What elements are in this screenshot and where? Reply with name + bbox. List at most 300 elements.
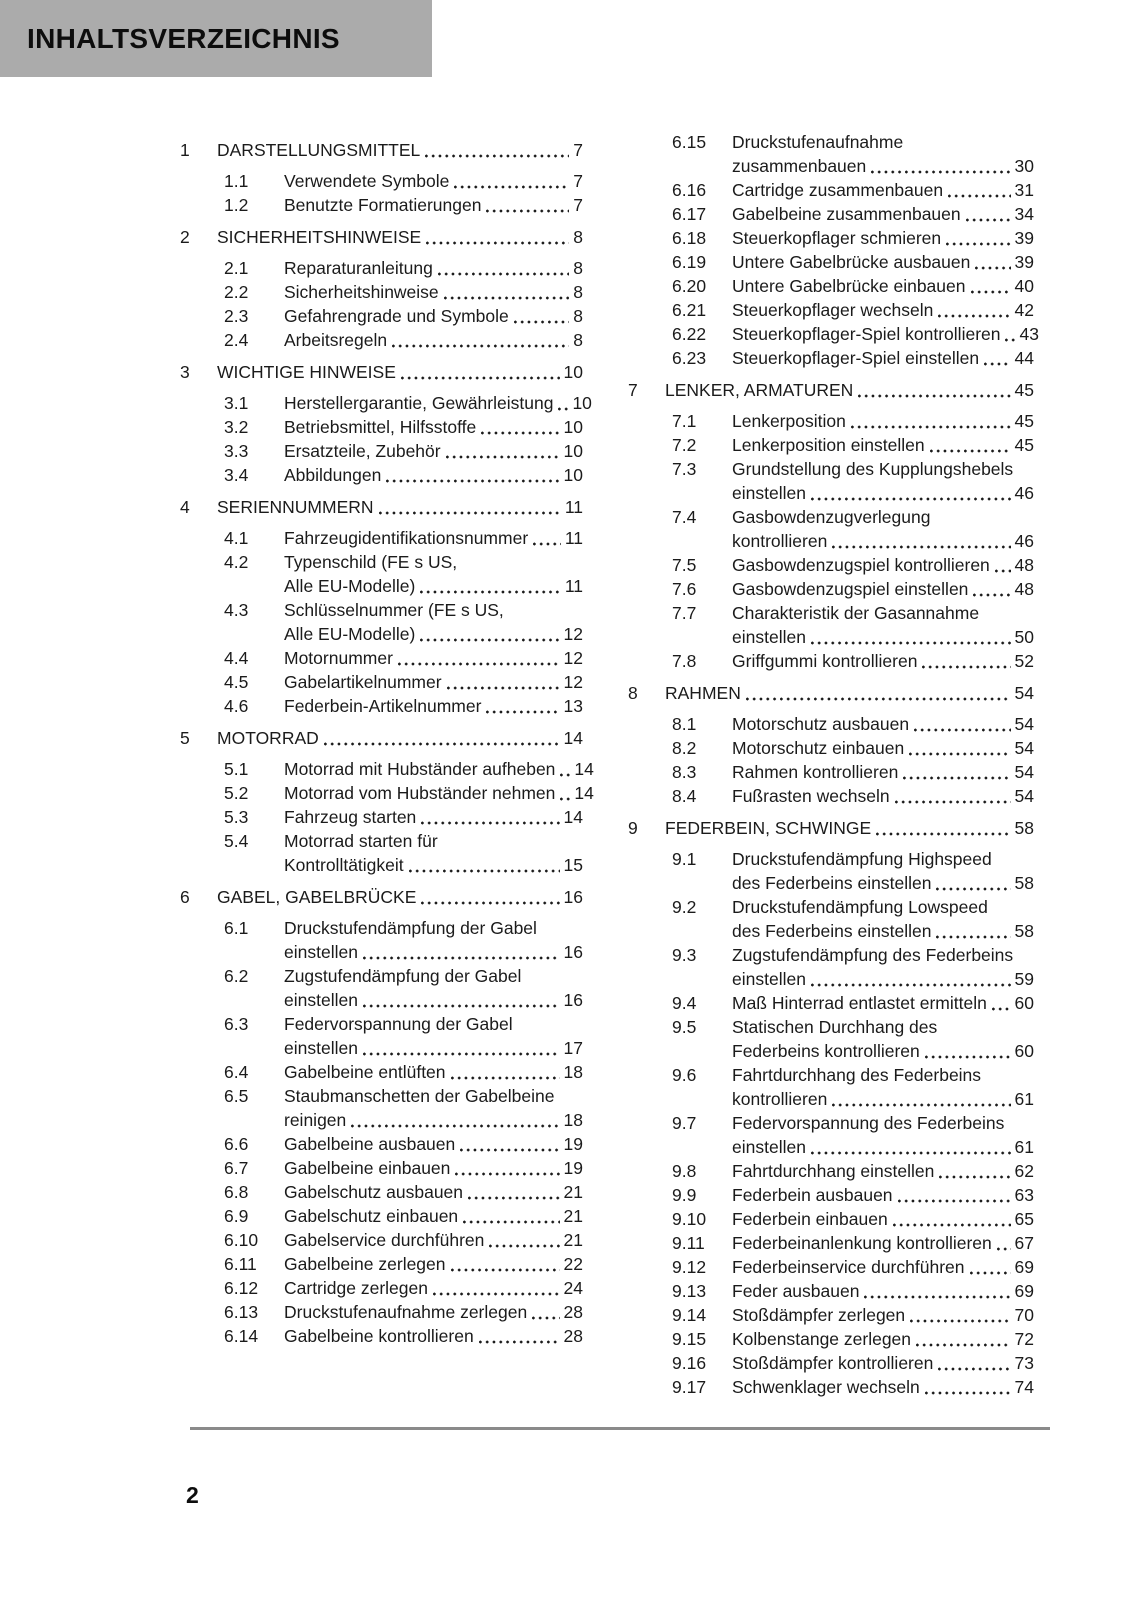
toc-entry-number: 4.6 — [224, 696, 249, 716]
toc-entry-title: Stoßdämpfer zerlegen — [732, 1305, 906, 1325]
toc-entry-number: 2.2 — [224, 282, 249, 302]
toc-entry-title: Gabelbeine zerlegen — [284, 1254, 446, 1274]
toc-entry-page: 67 — [1014, 1233, 1034, 1253]
dot-leader-icon — [925, 1391, 1011, 1395]
toc-entry[interactable] — [180, 781, 594, 805]
toc-entry-title: Schlüsselnummer (FE s US, — [284, 600, 504, 620]
toc-entry-number: 6.15 — [672, 132, 707, 152]
toc-column-right — [628, 130, 1039, 1399]
toc-entry[interactable] — [628, 601, 1034, 649]
toc-entry-number: 9.9 — [672, 1185, 697, 1205]
toc-entry[interactable] — [180, 1060, 583, 1084]
footer-page-number: 2 — [186, 1482, 199, 1508]
toc-entry[interactable] — [628, 712, 1034, 736]
toc-entry-number: 6.3 — [224, 1014, 249, 1034]
toc-entry-page: 58 — [1014, 921, 1034, 941]
toc-entry-page: 44 — [1014, 348, 1034, 368]
dot-leader-icon — [433, 1292, 560, 1296]
toc-entry-number: 6.4 — [224, 1062, 249, 1082]
toc-entry-number: 6.9 — [224, 1206, 249, 1226]
toc-entry-title: Federbeinservice durchführen — [732, 1257, 965, 1277]
toc-entry-page: 43 — [1019, 324, 1039, 344]
toc-entry-page: 7 — [573, 195, 583, 215]
dot-leader-icon — [864, 1295, 1010, 1299]
dot-leader-icon — [970, 1271, 1011, 1275]
toc-entry[interactable] — [180, 1324, 583, 1348]
toc-entry-page: 8 — [573, 282, 583, 302]
toc-entry[interactable] — [180, 1276, 583, 1300]
toc-entry-title: Steuerkopflager-Spiel kontrollieren — [732, 324, 1001, 344]
toc-entry[interactable] — [628, 1303, 1034, 1327]
dot-leader-icon — [914, 728, 1010, 732]
toc-entry[interactable] — [628, 1351, 1034, 1375]
dot-leader-icon — [746, 697, 1011, 701]
toc-entry-title: Cartridge zusammenbauen — [732, 180, 944, 200]
toc-entry[interactable] — [628, 1183, 1034, 1207]
toc-entry[interactable] — [180, 805, 583, 829]
toc-entry[interactable] — [180, 670, 583, 694]
toc-entry[interactable] — [628, 409, 1034, 433]
toc-entry-number: 2.4 — [224, 330, 249, 350]
toc-entry[interactable] — [180, 391, 592, 415]
dot-leader-icon — [386, 479, 559, 483]
toc-entry-page: 16 — [563, 887, 583, 907]
toc-entry-title: Lenkerposition — [732, 411, 846, 431]
toc-entry-title: Federvorspannung der Gabel — [284, 1014, 513, 1034]
dot-leader-icon — [420, 590, 561, 594]
toc-entry-number: 9.14 — [672, 1305, 707, 1325]
toc-entry[interactable] — [628, 298, 1034, 322]
toc-entry-title: SERIENNUMMERN — [217, 497, 374, 517]
toc-entry-number: 7.8 — [672, 651, 697, 671]
dot-leader-icon — [447, 686, 560, 690]
dot-leader-icon — [560, 797, 570, 801]
toc-entry-page: 14 — [574, 783, 594, 803]
toc-entry[interactable] — [628, 649, 1034, 673]
toc-entry-title: Staubmanschetten der Gabelbeine — [284, 1086, 555, 1106]
toc-entry-page: 70 — [1014, 1305, 1034, 1325]
toc-entry-title: Federbein ausbauen — [732, 1185, 893, 1205]
toc-entry[interactable] — [628, 847, 1034, 895]
toc-entry[interactable] — [628, 130, 1034, 178]
dot-leader-icon — [903, 776, 1010, 780]
dot-leader-icon — [939, 1175, 1010, 1179]
dot-leader-icon — [930, 449, 1011, 453]
toc-entry[interactable] — [628, 895, 1034, 943]
toc-entry-number: 9.17 — [672, 1377, 707, 1397]
toc-entry[interactable] — [628, 457, 1034, 505]
toc-entry-page: 63 — [1014, 1185, 1034, 1205]
toc-entry-number: 5 — [180, 728, 190, 748]
toc-entry-number: 6.7 — [224, 1158, 249, 1178]
toc-entry-page: 17 — [563, 1038, 583, 1058]
toc-entry[interactable] — [628, 378, 1034, 402]
toc-entry-page: 19 — [563, 1134, 583, 1154]
toc-entry-page: 31 — [1014, 180, 1034, 200]
toc-entry-number: 8.2 — [672, 738, 697, 758]
dot-leader-icon — [811, 641, 1011, 645]
toc-entry-title: Zugstufendämpfung des Federbeins — [732, 945, 1014, 965]
toc-entry[interactable] — [180, 495, 583, 519]
toc-entry-title: Gabelschutz einbauen — [284, 1206, 459, 1226]
toc-entry-title: Motorrad starten für — [284, 831, 438, 851]
toc-entry[interactable] — [180, 439, 583, 463]
toc-entry-title: Federbein-Artikelnummer — [284, 696, 482, 716]
toc-entry[interactable] — [180, 193, 583, 217]
toc-entry-page: 13 — [563, 696, 583, 716]
toc-entry-page: 74 — [1014, 1377, 1034, 1397]
toc-entry-title: Fahrtdurchhang einstellen — [732, 1161, 935, 1181]
toc-entry-number: 8 — [628, 683, 638, 703]
dot-leader-icon — [936, 935, 1010, 939]
toc-entry[interactable] — [628, 816, 1034, 840]
toc-entry-title: kontrollieren — [732, 1089, 828, 1109]
toc-entry[interactable] — [180, 964, 583, 1012]
toc-entry-page: 48 — [1014, 579, 1034, 599]
dot-leader-icon — [560, 773, 570, 777]
toc-entry-title: Gabelschutz ausbauen — [284, 1182, 464, 1202]
toc-entry[interactable] — [628, 1207, 1034, 1231]
toc-entry[interactable] — [628, 250, 1034, 274]
toc-entry[interactable] — [180, 829, 583, 877]
toc-entry-title: Reparaturanleitung — [284, 258, 433, 278]
toc-entry-page: 10 — [563, 441, 583, 461]
toc-entry[interactable] — [180, 1180, 583, 1204]
dot-leader-icon — [984, 362, 1010, 366]
toc-entry[interactable] — [180, 360, 583, 384]
toc-entry-title: GABEL, GABELBRÜCKE — [217, 887, 417, 907]
toc-entry[interactable] — [180, 138, 583, 162]
toc-entry[interactable] — [628, 1375, 1034, 1399]
toc-entry[interactable] — [628, 226, 1034, 250]
dot-leader-icon — [426, 241, 569, 245]
toc-entry-title: Federvorspannung des Federbeins — [732, 1113, 1005, 1133]
toc-entry-number: 7.1 — [672, 411, 697, 431]
dot-leader-icon — [486, 209, 569, 213]
toc-entry-number: 3.4 — [224, 465, 249, 485]
dot-leader-icon — [486, 710, 559, 714]
toc-entry-title: einstellen — [732, 483, 806, 503]
toc-entry[interactable] — [628, 202, 1034, 226]
toc-entry-title: Fahrzeug starten — [284, 807, 417, 827]
dot-leader-icon — [876, 832, 1010, 836]
toc-entry-page: 73 — [1014, 1353, 1034, 1373]
toc-entry-page: 58 — [1014, 873, 1034, 893]
toc-entry[interactable] — [180, 916, 583, 964]
dot-leader-icon — [479, 1340, 560, 1344]
toc-entry-number: 3.3 — [224, 441, 249, 461]
toc-entry-number: 6.11 — [224, 1254, 257, 1274]
toc-entry-number: 6.16 — [672, 180, 707, 200]
toc-entry[interactable] — [628, 1063, 1034, 1111]
toc-entry-number: 9.13 — [672, 1281, 707, 1301]
toc-entry-title: Druckstufendämpfung Highspeed — [732, 849, 992, 869]
toc-entry-title: Steuerkopflager schmieren — [732, 228, 942, 248]
toc-entry-page: 39 — [1014, 252, 1034, 272]
toc-entry[interactable] — [180, 280, 583, 304]
toc-entry-page: 48 — [1014, 555, 1034, 575]
dot-leader-icon — [832, 545, 1010, 549]
toc-entry-number: 5.1 — [224, 759, 249, 779]
toc-entry-number: 8.3 — [672, 762, 697, 782]
toc-entry[interactable] — [628, 505, 1034, 553]
toc-entry[interactable] — [180, 1132, 583, 1156]
toc-entry-title: Abbildungen — [284, 465, 382, 485]
toc-entry[interactable] — [180, 757, 594, 781]
toc-entry-title: Kontrolltätigkeit — [284, 855, 404, 875]
toc-entry-title: MOTORRAD — [217, 728, 319, 748]
toc-entry-page: 42 — [1014, 300, 1034, 320]
toc-entry-page: 16 — [563, 990, 583, 1010]
dot-leader-icon — [379, 511, 561, 515]
toc-entry-number: 4 — [180, 497, 190, 517]
toc-entry[interactable] — [180, 694, 583, 718]
dot-leader-icon — [971, 290, 1011, 294]
toc-entry[interactable] — [628, 991, 1034, 1015]
toc-entry-title: Verwendete Symbole — [284, 171, 450, 191]
toc-entry[interactable] — [180, 1252, 583, 1276]
toc-entry[interactable] — [628, 1255, 1034, 1279]
toc-entry-page: 46 — [1014, 483, 1034, 503]
dot-leader-icon — [401, 376, 560, 380]
toc-entry-page: 8 — [573, 227, 583, 247]
toc-entry[interactable] — [628, 760, 1034, 784]
toc-entry-title: SICHERHEITSHINWEISE — [217, 227, 422, 247]
toc-entry-title: Gasbowdenzugspiel kontrollieren — [732, 555, 990, 575]
toc-entry-title: Arbeitsregeln — [284, 330, 388, 350]
toc-entry[interactable] — [180, 726, 583, 750]
toc-entry[interactable] — [180, 256, 583, 280]
dot-leader-icon — [811, 983, 1011, 987]
table-of-contents — [180, 130, 1039, 1399]
toc-entry-page: 60 — [1014, 1041, 1034, 1061]
toc-entry[interactable] — [180, 1012, 583, 1060]
toc-entry-title: einstellen — [284, 990, 358, 1010]
dot-leader-icon — [997, 1247, 1011, 1251]
toc-entry-title: Federbeinanlenkung kontrollieren — [732, 1233, 992, 1253]
toc-entry[interactable] — [628, 1279, 1034, 1303]
toc-entry-number: 9.16 — [672, 1353, 707, 1373]
toc-entry[interactable] — [180, 646, 583, 670]
toc-entry-title: Maß Hinterrad entlastet ermitteln — [732, 993, 987, 1013]
toc-entry-page: 45 — [1014, 435, 1034, 455]
toc-entry-page: 10 — [572, 393, 592, 413]
dot-leader-icon — [444, 296, 570, 300]
toc-entry[interactable] — [180, 885, 583, 909]
dot-leader-icon — [973, 593, 1010, 597]
dot-leader-icon — [925, 1055, 1011, 1059]
toc-entry-page: 16 — [563, 942, 583, 962]
toc-entry[interactable] — [180, 1084, 583, 1132]
toc-entry[interactable] — [180, 225, 583, 249]
toc-entry[interactable] — [628, 943, 1034, 991]
toc-entry-number: 7.5 — [672, 555, 697, 575]
dot-leader-icon — [392, 344, 569, 348]
toc-entry-number: 7.3 — [672, 459, 697, 479]
toc-entry-page: 54 — [1014, 786, 1034, 806]
toc-entry-title: Charakteristik der Gasannahme — [732, 603, 980, 623]
toc-entry-number: 9.2 — [672, 897, 697, 917]
toc-entry-page: 18 — [563, 1110, 583, 1130]
toc-entry-page: 10 — [563, 465, 583, 485]
dot-leader-icon — [533, 542, 561, 546]
dot-leader-icon — [425, 154, 569, 158]
dot-leader-icon — [811, 1151, 1011, 1155]
toc-entry-number: 6.17 — [672, 204, 707, 224]
dot-leader-icon — [514, 320, 570, 324]
toc-entry[interactable] — [180, 1204, 583, 1228]
toc-entry[interactable] — [180, 328, 583, 352]
toc-entry-number: 9.8 — [672, 1161, 697, 1181]
toc-entry-number: 3 — [180, 362, 190, 382]
toc-entry-page: 61 — [1014, 1137, 1034, 1157]
toc-entry[interactable] — [180, 1300, 583, 1324]
toc-entry-number: 9.6 — [672, 1065, 697, 1085]
toc-entry-title: einstellen — [732, 627, 806, 647]
toc-entry-page: 14 — [574, 759, 594, 779]
toc-entry-number: 7.6 — [672, 579, 697, 599]
dot-leader-icon — [446, 455, 560, 459]
dot-leader-icon — [832, 1103, 1010, 1107]
toc-entry-number: 5.2 — [224, 783, 249, 803]
toc-entry-number: 6.8 — [224, 1182, 249, 1202]
toc-entry-title: Typenschild (FE s US, — [284, 552, 458, 572]
toc-entry-title: Motorrad mit Hubständer aufheben — [284, 759, 556, 779]
toc-entry-number: 6.1 — [224, 918, 249, 938]
toc-entry[interactable] — [628, 274, 1034, 298]
toc-entry-page: 54 — [1014, 762, 1034, 782]
toc-entry-title: einstellen — [284, 942, 358, 962]
toc-entry[interactable] — [180, 1156, 583, 1180]
toc-entry[interactable] — [628, 178, 1034, 202]
toc-entry-title: Griffgummi kontrollieren — [732, 651, 918, 671]
toc-entry-number: 6.2 — [224, 966, 249, 986]
dot-leader-icon — [451, 1268, 560, 1272]
toc-entry-number: 4.2 — [224, 552, 249, 572]
toc-entry-number: 6.23 — [672, 348, 707, 368]
dot-leader-icon — [893, 1223, 1011, 1227]
toc-entry-title: Gabelbeine entlüften — [284, 1062, 446, 1082]
toc-entry[interactable] — [628, 346, 1034, 370]
toc-entry[interactable] — [180, 526, 583, 550]
page-title: INHALTSVERZEICHNIS — [27, 22, 340, 54]
toc-entry[interactable] — [180, 463, 583, 487]
toc-entry[interactable] — [628, 736, 1034, 760]
toc-entry[interactable] — [628, 553, 1034, 577]
toc-entry-title: Statischen Durchhang des — [732, 1017, 938, 1037]
dot-leader-icon — [420, 638, 559, 642]
toc-entry-page: 54 — [1014, 683, 1034, 703]
toc-entry-number: 4.1 — [224, 528, 249, 548]
toc-entry-title: einstellen — [732, 1137, 806, 1157]
toc-entry-title: LENKER, ARMATUREN — [665, 380, 854, 400]
dot-leader-icon — [409, 869, 560, 873]
toc-entry-page: 7 — [573, 171, 583, 191]
dot-leader-icon — [938, 314, 1010, 318]
toc-entry-page: 50 — [1014, 627, 1034, 647]
dot-leader-icon — [481, 431, 559, 435]
toc-entry-page: 14 — [563, 728, 583, 748]
toc-entry-number: 5.3 — [224, 807, 249, 827]
toc-entry-page: 45 — [1014, 380, 1034, 400]
toc-entry-page: 12 — [563, 672, 583, 692]
dot-leader-icon — [975, 266, 1010, 270]
dot-leader-icon — [811, 497, 1011, 501]
toc-entry-number: 1 — [180, 140, 190, 160]
toc-entry[interactable] — [628, 1159, 1034, 1183]
dot-leader-icon — [454, 185, 569, 189]
toc-entry[interactable] — [628, 1111, 1034, 1159]
toc-entry-page: 46 — [1014, 531, 1034, 551]
dot-leader-icon — [460, 1148, 559, 1152]
toc-entry[interactable] — [628, 577, 1034, 601]
dot-leader-icon — [895, 800, 1011, 804]
toc-entry[interactable] — [628, 1327, 1034, 1351]
toc-entry[interactable] — [628, 322, 1039, 346]
toc-entry[interactable] — [180, 415, 583, 439]
toc-entry-title: RAHMEN — [665, 683, 741, 703]
toc-entry-page: 8 — [573, 306, 583, 326]
toc-entry[interactable] — [180, 598, 583, 646]
toc-entry-title: Zugstufendämpfung der Gabel — [284, 966, 522, 986]
dot-leader-icon — [1005, 338, 1015, 342]
toc-entry-number: 1.1 — [224, 171, 249, 191]
toc-entry-page: 10 — [563, 362, 583, 382]
toc-entry[interactable] — [628, 433, 1034, 457]
toc-entry-number: 8.4 — [672, 786, 697, 806]
toc-entry-page: 39 — [1014, 228, 1034, 248]
toc-entry[interactable] — [180, 169, 583, 193]
toc-entry-title: einstellen — [284, 1038, 358, 1058]
toc-entry-page: 8 — [573, 330, 583, 350]
toc-entry-title: Alle EU-Modelle) — [284, 624, 416, 644]
toc-entry-title: reinigen — [284, 1110, 347, 1130]
footer-divider — [190, 1427, 1050, 1430]
toc-entry-number: 9.15 — [672, 1329, 707, 1349]
dot-leader-icon — [910, 1319, 1010, 1323]
dot-leader-icon — [938, 1367, 1010, 1371]
toc-entry-title: einstellen — [732, 969, 806, 989]
toc-entry-number: 9.4 — [672, 993, 697, 1013]
toc-entry-page: 11 — [564, 528, 583, 548]
toc-entry-title: des Federbeins einstellen — [732, 873, 932, 893]
toc-entry[interactable] — [628, 681, 1034, 705]
dot-leader-icon — [351, 1124, 559, 1128]
toc-entry[interactable] — [628, 784, 1034, 808]
toc-entry-page: 54 — [1014, 714, 1034, 734]
toc-entry[interactable] — [180, 550, 583, 598]
toc-entry[interactable] — [180, 1228, 583, 1252]
toc-entry-title: Steuerkopflager-Spiel einstellen — [732, 348, 980, 368]
toc-entry[interactable] — [180, 304, 583, 328]
toc-entry-title: Motornummer — [284, 648, 393, 668]
toc-entry-number: 6.5 — [224, 1086, 249, 1106]
toc-entry-page: 11 — [564, 497, 583, 517]
toc-entry-title: Alle EU-Modelle) — [284, 576, 416, 596]
toc-entry-title: DARSTELLUNGSMITTEL — [217, 140, 421, 160]
toc-entry-page: 15 — [563, 855, 583, 875]
toc-entry-title: Ersatzteile, Zubehör — [284, 441, 441, 461]
dot-leader-icon — [398, 662, 560, 666]
toc-entry-page: 12 — [563, 624, 583, 644]
toc-entry[interactable] — [628, 1231, 1034, 1255]
toc-entry[interactable] — [628, 1015, 1034, 1063]
dot-leader-icon — [922, 665, 1010, 669]
toc-entry-title: Gabelbeine kontrollieren — [284, 1326, 474, 1346]
toc-entry-title: Grundstellung des Kupplungshebels — [732, 459, 1014, 479]
toc-entry-page: 28 — [563, 1302, 583, 1322]
dot-leader-icon — [858, 394, 1010, 398]
